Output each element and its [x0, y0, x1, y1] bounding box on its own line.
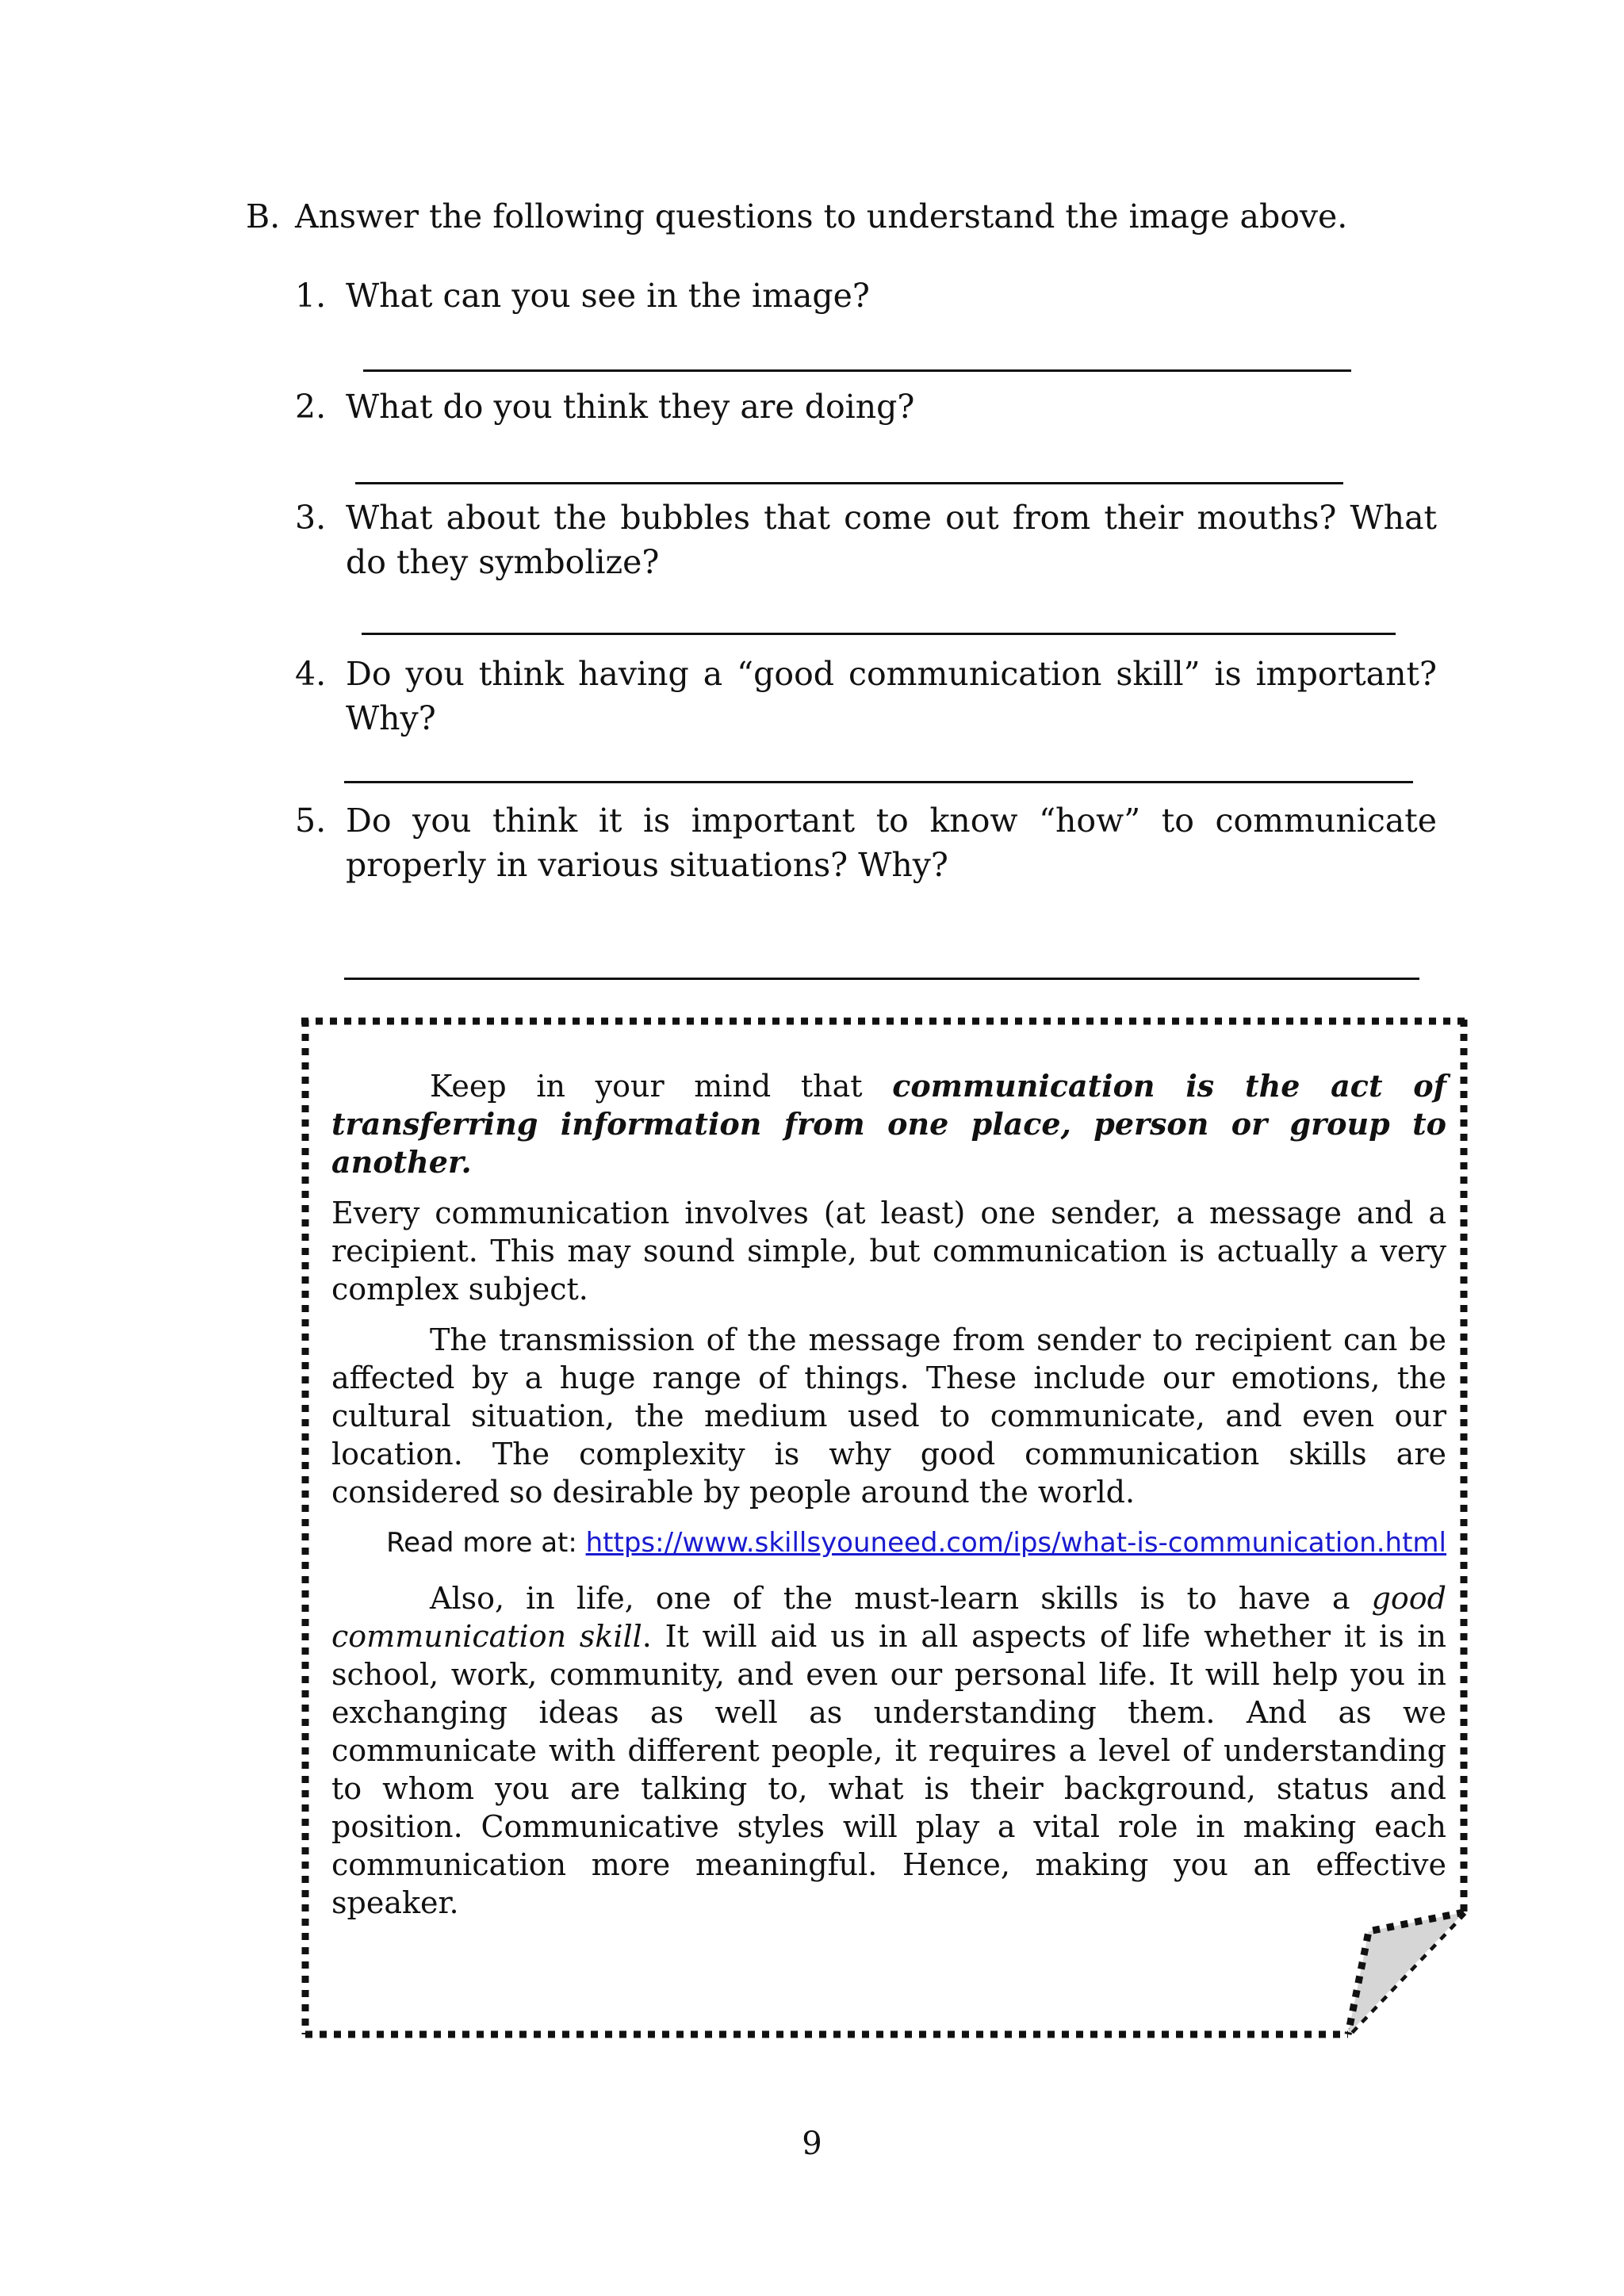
question-text: Do you think it is important to know “how” to communicate properly in various situations? Why? [346, 802, 1437, 884]
definition-lead: Keep in your mind that [430, 1069, 893, 1104]
question-number: 5. [295, 802, 327, 840]
answer-line-3[interactable] [362, 633, 1396, 635]
question-2 [295, 385, 1437, 429]
page-number: 9 [802, 2126, 822, 2162]
paragraph-italic: good communication skill [331, 1581, 1446, 1654]
definition-bold: communication is the act of transferring information from one place, person or group to another. [331, 1068, 1446, 1180]
question-text: What about the bubbles that come out from their mouths? What do they symbolize? [346, 499, 1437, 581]
answer-line-1[interactable] [363, 369, 1351, 372]
info-box-content [331, 1067, 1446, 1934]
question-4 [295, 652, 1437, 740]
question-3 [295, 496, 1437, 584]
question-number: 1. [295, 277, 327, 315]
question-text-line-1: Do you think having a “good communication skill” is important? [346, 655, 1437, 693]
paragraph-rest: . It will aid us in all aspects of life whether it is in school, work, community, and even our personal life. It will help you in exchanging ideas as well as understanding them. And as we communicate with different people, it requires a level of understanding to whom you are talking to, what is their background, status and position. Communicative styles will play a vital role in making each communication more meaningful. Hence, making you an effective speaker. [331, 1619, 1446, 1920]
answer-line-4[interactable] [344, 781, 1413, 783]
section-instruction-text: Answer the following questions to understand the image above. [295, 197, 1348, 235]
section-b-instruction [246, 194, 1483, 239]
answer-line-2[interactable] [355, 482, 1343, 484]
question-number: 3. [295, 499, 327, 537]
read-more-link[interactable]: https://www.skillsyouneed.com/ips/what-is-communication.html [585, 1527, 1446, 1559]
answer-line-5[interactable] [344, 978, 1419, 980]
question-text: What can you see in the image? [346, 277, 870, 315]
paragraph-transmission: The transmission of the message from sender to recipient can be affected by a huge range of things. These include our emotions, the cultural situation, the medium used to communicate, and even our location. The complexity is why good communication skills are considered so desirable by people around the world. [331, 1322, 1446, 1510]
question-text: What do you think they are doing? [346, 388, 915, 426]
question-number: 4. [295, 655, 327, 693]
definition-paragraph [331, 1067, 1446, 1181]
info-box [301, 1015, 1469, 2039]
paragraph-lead: Also, in life, one of the must-learn skills is to have a [430, 1581, 1372, 1616]
paragraph-communication-skill [331, 1579, 1446, 1922]
read-more-label: Read more at: [386, 1527, 586, 1559]
read-more [331, 1524, 1446, 1562]
question-number: 2. [295, 388, 327, 426]
section-letter: B. [246, 197, 281, 235]
question-1 [295, 274, 1437, 318]
question-5 [295, 798, 1437, 887]
paragraph-sender-recipient: Every communication involves (at least) one sender, a message and a recipient. This may sound simple, but communication is actually a very complex subject. [331, 1196, 1446, 1307]
question-text-line-2: Why? [346, 699, 436, 737]
